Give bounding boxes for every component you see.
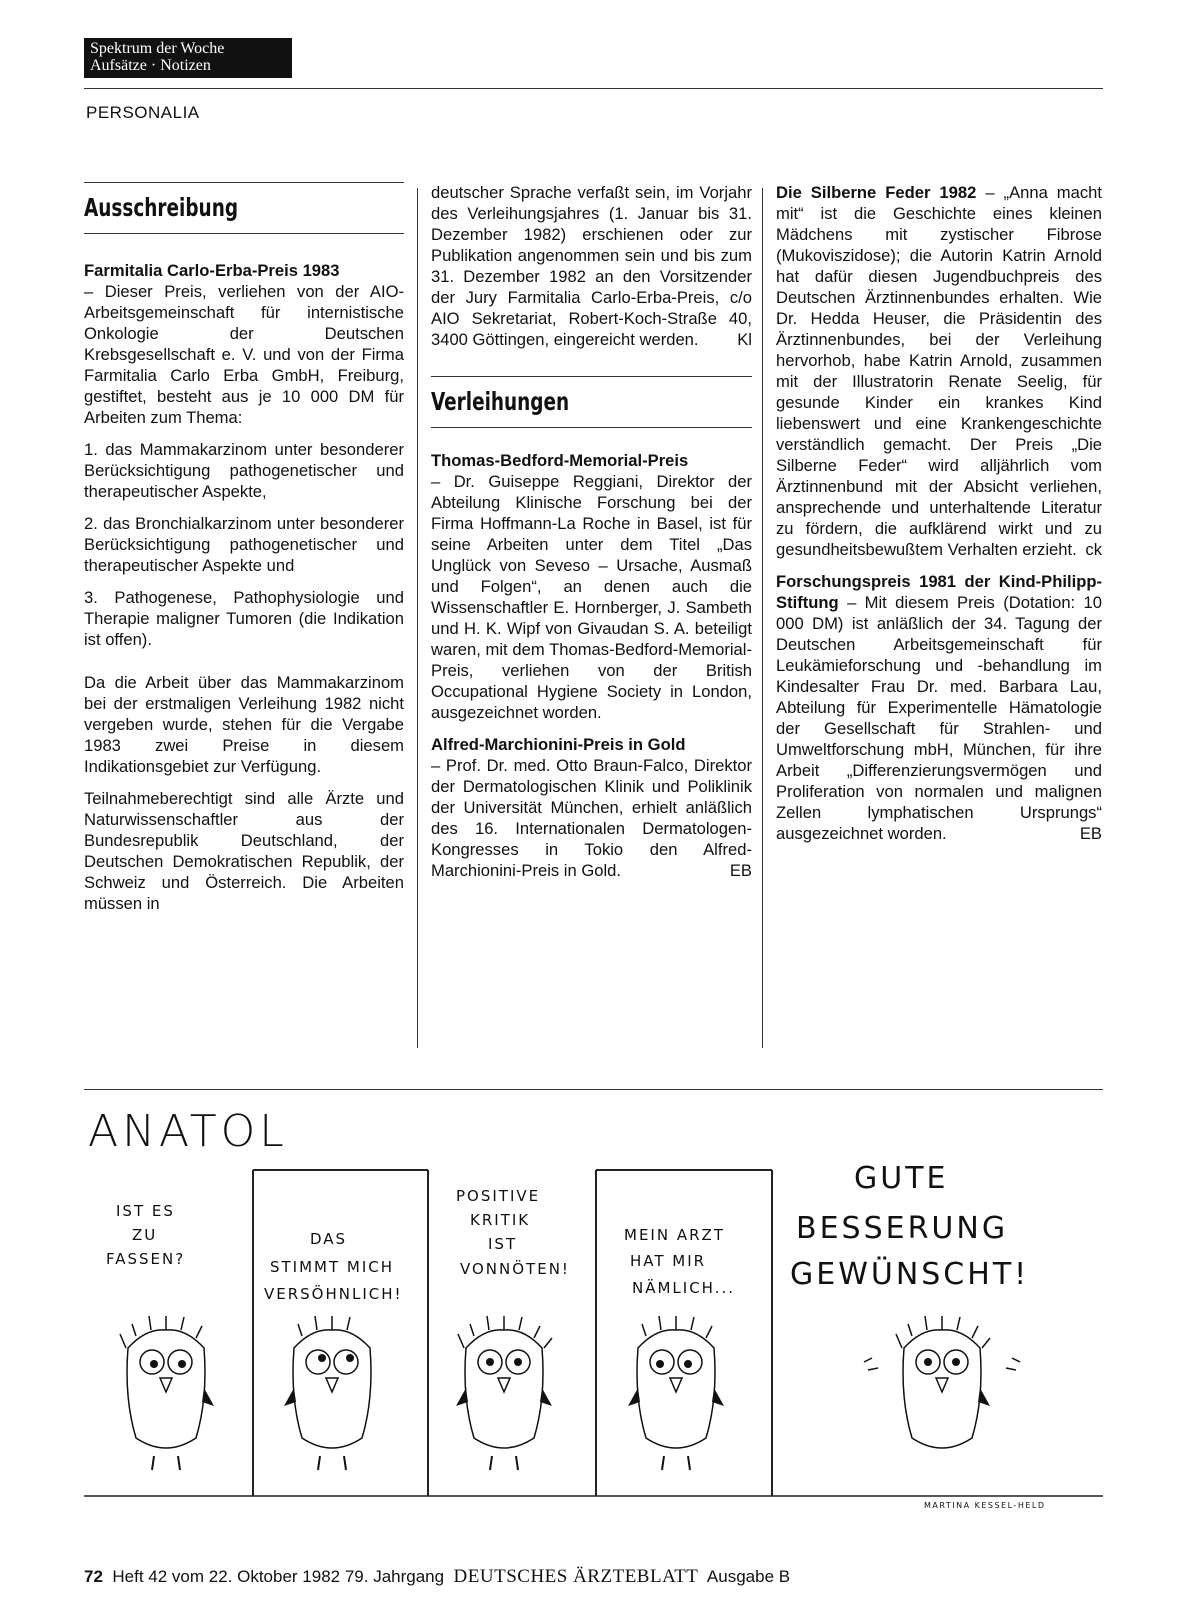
panel-1-speech — [106, 1202, 185, 1268]
anatol-cartoon — [84, 1098, 1103, 1538]
article-title: Thomas-Bedford-Memorial-Preis — [431, 451, 689, 470]
page-footer — [84, 1566, 790, 1588]
article-body: – Dr. Guiseppe Reggiani, Direktor der Abteilung Klinische Forschung bei der Firma Hoffmann-La Roche in Basel, ist für seine Arbeiten unter dem Titel „Das Unglück von Seveso – Ursache, Ausmaß und Folgen“, an denen auch die Wissenschaftler E. Hornberger, J. Sambeth und H. K. Wipf von Givaudan S. A. beteiligt waren, mit dem Thomas-Bedford-Memorial-Preis, verliehen von der British Occupational Hygiene Society in London, ausgezeichnet worden. — [431, 472, 752, 722]
paragraph: Da die Arbeit über das Mammakarzinom bei der erstmaligen Verleihung 1982 nicht vergeben wurde, stehen für die Vergabe 1983 zwei Preise in diesem Indikationsgebiet zur Verfügung. — [84, 673, 404, 776]
column-divider — [417, 188, 418, 1048]
heading-verleihungen: Verleihungen — [431, 387, 570, 416]
article-bedford — [431, 450, 752, 723]
author-initials: EB — [1079, 824, 1102, 843]
page-number: 72 — [84, 1567, 103, 1586]
speech-line: GUTE — [854, 1161, 949, 1196]
article-body: – „Anna macht mit“ ist die Geschichte eines kleinen Mädchens mit zystischer Fibrose (Mukoviszidose); die Autorin Katrin Arnold hat dafür diesen Jugendbuchpreis des Deutschen Ärztinnenbundes erhalten. Wie Dr. Hedda Heuser, die Präsidentin des Ärztinnenbundes, bei der Verleihung hervorhob, habe Katrin Arnold, zusammen mit der Illustratorin Renate Seelig, für gesunde Kinder ein krankes Kind liebenswert und eine Krankengeschichte verständlich gemacht. Der Preis „Die Silberne Feder“ wird alljährlich vom Ärztinnenbund mit der Absicht verliehen, ansprechende und unterhaltende Literatur zu fördern, die aufklärend wirkt und zu gesundheitsbewußtem Verhalten erzieht. — [776, 183, 1102, 559]
heading-ausschreibung: Ausschreibung — [84, 193, 239, 222]
owl-drawing-3 — [456, 1316, 552, 1470]
article-forschungspreis — [776, 571, 1102, 844]
article-silberne-feder — [776, 182, 1102, 560]
list-item: 1. das Mammakarzinom unter besonderer Berücksichtigung pathogenetischer und therapeutischer Aspekte, — [84, 440, 404, 501]
panel-4-speech — [624, 1226, 735, 1297]
panel-2-speech — [264, 1230, 403, 1303]
header-line-2: Aufsätze · Notizen — [90, 57, 211, 74]
header-line-1: Spektrum der Woche — [90, 40, 225, 57]
column-3 — [776, 182, 1102, 855]
speech-line: VERSÖHNLICH! — [264, 1285, 403, 1303]
heading-rule-top — [84, 182, 404, 183]
edition: Ausgabe B — [706, 1567, 791, 1586]
cartoon-title: ANATOL — [88, 1106, 288, 1157]
speech-line: DAS — [310, 1230, 348, 1248]
list-item: 3. Pathogenese, Pathophysiologie und Therapie maligner Tumoren (die Indikation ist offen). — [84, 588, 404, 649]
author-initials: ck — [1085, 540, 1102, 559]
owl-drawing-2 — [284, 1316, 371, 1470]
article-title: Farmitalia Carlo-Erba-Preis 1983 — [84, 261, 340, 280]
heading-rule-bottom — [431, 427, 752, 428]
speech-line: MEIN ARZT — [624, 1226, 725, 1244]
column-1 — [84, 182, 404, 925]
owl-drawing-1 — [120, 1316, 214, 1470]
heading-rule-bottom — [84, 233, 404, 234]
article-farmitalia — [84, 260, 404, 428]
speech-line: BESSERUNG — [796, 1211, 1009, 1246]
article-body: – Dieser Preis, verliehen von der AIO-Arbeitsgemeinschaft für internistische Onkologie der Deutschen Krebsgesellschaft e. V. und von der Firma Farmitalia Carlo Erba GmbH, Freiburg, gestiftet, besteht aus je 10 000 DM für Arbeiten zum Thema: — [84, 282, 404, 427]
speech-line: IST — [488, 1235, 518, 1253]
owl-drawing-4 — [628, 1316, 724, 1470]
header-rule — [84, 88, 1103, 89]
panel-5-speech — [790, 1161, 1029, 1292]
section-label-box — [84, 38, 292, 78]
column-divider — [762, 188, 763, 1048]
speech-line: KRITIK — [470, 1211, 531, 1229]
speech-line: VONNÖTEN! — [460, 1260, 570, 1278]
section-title: PERSONALIA — [86, 103, 200, 122]
author-initials: EB — [729, 861, 752, 880]
article-body: – Prof. Dr. med. Otto Braun-Falco, Direktor der Dermatologischen Klinik und Poliklinik der Universität München, erhielt anläßlich des 16. Internationalen Dermatologen-Kongresses in Tokio den Alfred-Marchionini-Preis in Gold. — [431, 756, 752, 880]
cartoon-rule — [84, 1089, 1103, 1090]
paragraph: Teilnahmeberechtigt sind alle Ärzte und Naturwissenschaftler aus der Bundesrepublik Deutschland, der Deutschen Demokratischen Republik, der Schweiz und Österreich. Die Arbeiten müssen in — [84, 789, 404, 913]
speech-line: FASSEN? — [106, 1250, 186, 1268]
heading-rule-top — [431, 376, 752, 377]
panel-3-speech — [456, 1187, 570, 1278]
cartoonist-signature: MARTINA KESSEL-HELD — [924, 1501, 1046, 1510]
article-title: Alfred-Marchionini-Preis in Gold — [431, 735, 686, 754]
speech-line: POSITIVE — [456, 1187, 541, 1205]
masthead: DEUTSCHES ÄRZTEBLATT — [453, 1566, 699, 1587]
article-title: Die Silberne Feder 1982 — [776, 183, 977, 202]
owl-drawing-5 — [864, 1316, 1020, 1448]
column-2 — [431, 182, 752, 892]
speech-line: GEWÜNSCHT! — [790, 1257, 1030, 1292]
article-body: deutscher Sprache verfaßt sein, im Vorjahr des Verleihungsjahres (1. Januar bis 31. Dezember 1982) erschienen oder zur Publikation angenommen sein und bis zum 31. Dezember 1982 an den Vorsitzender der Jury Farmitalia Carlo-Erba-Preis, c/o AIO Sekretariat, Robert-Koch-Straße 40, 3400 Göttingen, eingereicht werden. — [431, 183, 752, 349]
list-item: 2. das Bronchialkarzinom unter besonderer Berücksichtigung pathogenetischer und therapeutischer Aspekte und — [84, 514, 404, 575]
speech-line: HAT MIR — [630, 1252, 707, 1270]
speech-line: NÄMLICH... — [632, 1279, 735, 1297]
issue-info: Heft 42 vom 22. Oktober 1982 79. Jahrgang — [112, 1567, 445, 1586]
speech-line: ZU — [132, 1226, 158, 1244]
article-title: Forschungspreis 1981 der Kind-Philipp-Stiftung — [776, 572, 1102, 612]
article-body: – Mit diesem Preis (Dotation: 10 000 DM) ist anläßlich der 34. Tagung der Deutschen Arbeitsgemeinschaft für Leukämieforschung und -behandlung im Kindesalter Frau Dr. med. Barbara Lau, Abteilung für Experimentelle Hämatologie der Gesellschaft für Strahlen- und Umweltforschung mbH, München, für ihre Arbeit „Differenzierungsvermögen und Proliferation von normalen und malignen Zellen lymphatischen Ursprungs“ ausgezeichnet worden. — [776, 593, 1102, 843]
article-marchionini — [431, 734, 752, 881]
speech-line: STIMMT MICH — [270, 1258, 395, 1276]
author-initials: Kl — [737, 330, 752, 349]
speech-line: IST ES — [116, 1202, 175, 1220]
paragraph — [431, 182, 752, 350]
